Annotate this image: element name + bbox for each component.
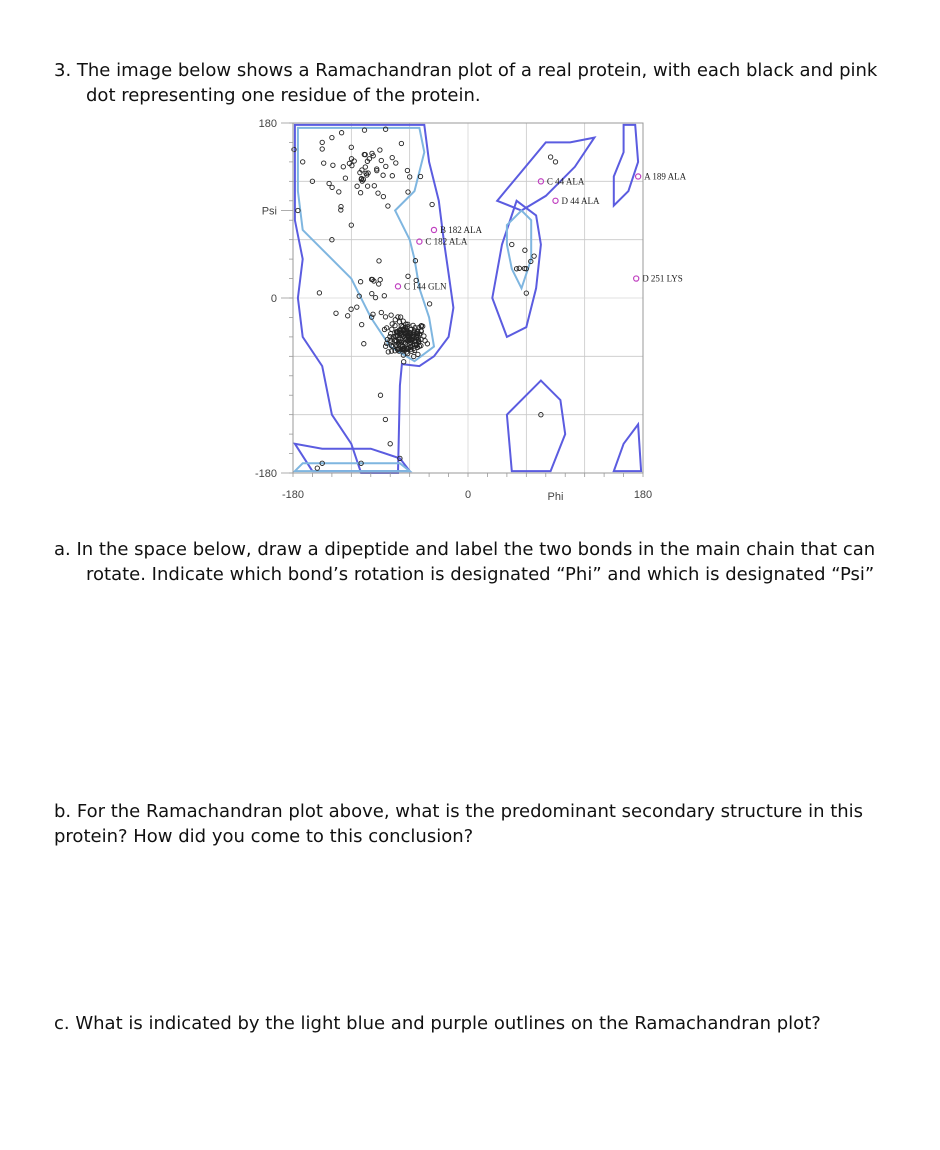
y-axis-label: Psi (261, 205, 277, 218)
residue-point (378, 278, 382, 282)
residue-point (337, 190, 341, 194)
residue-point (365, 184, 369, 188)
residue-point (427, 302, 431, 306)
residue-point (327, 181, 331, 185)
residue-point (320, 147, 324, 151)
outlier-label: C 144 GLN (404, 281, 447, 292)
residue-point (370, 291, 374, 295)
outlier-point (553, 198, 558, 203)
x-axis-label: Phi (547, 491, 564, 503)
residue-point (510, 242, 514, 246)
allowed-region-outline (614, 125, 638, 206)
residue-point (358, 191, 362, 195)
outlier-point (395, 284, 400, 289)
residue-point (377, 259, 381, 263)
residue-point (389, 313, 393, 317)
question-3 (54, 58, 904, 108)
residue-point (346, 314, 350, 318)
x-tick-label: 180 (633, 489, 653, 501)
outlier-label: B 182 ALA (439, 224, 482, 235)
question-c-line-1: c. What is indicated by the light blue and purple outlines on the Ramachandran plot? (54, 1013, 821, 1034)
residue-point (430, 202, 434, 206)
residue-point (381, 194, 385, 198)
y-tick-label: 0 (270, 293, 277, 305)
residue-point (384, 164, 388, 168)
residue-point (383, 417, 387, 421)
plot-points (292, 127, 558, 470)
outlier-point (636, 174, 641, 179)
residue-point (315, 466, 319, 470)
outlier-point (634, 276, 639, 281)
residue-point (386, 204, 390, 208)
residue-point (320, 140, 324, 144)
residue-point (376, 191, 380, 195)
residue-point (334, 311, 338, 315)
residue-point (360, 322, 364, 326)
residue-point (378, 148, 382, 152)
residue-point (553, 160, 557, 164)
question-a-line-2: rotate. Indicate which bond’s rotation is designated “Phi” and which is designated “Psi” (86, 564, 875, 585)
residue-point (394, 161, 398, 165)
question-b-line-1: b. For the Ramachandran plot above, what is the predominant secondary structure in this (54, 801, 864, 822)
allowed-region-outline (507, 381, 565, 472)
residue-point (343, 176, 347, 180)
residue-point (390, 155, 394, 159)
residue-point (388, 442, 392, 446)
ramachandran-plot (240, 110, 720, 510)
residue-point (381, 173, 385, 177)
question-b-line-2: protein? How did you come to this conclusion? (54, 826, 474, 847)
question-3-line-2: dot representing one residue of the protein. (86, 85, 481, 106)
residue-point (548, 155, 552, 159)
residue-point (379, 310, 383, 314)
allowed-region-outline (614, 424, 641, 471)
residue-point (383, 315, 387, 319)
residue-point (372, 184, 376, 188)
outlier-label: A 189 ALA (644, 171, 687, 182)
outlier-label: C 182 ALA (425, 236, 468, 247)
residue-point (405, 168, 409, 172)
residue-point (390, 327, 394, 331)
residue-point (331, 163, 335, 167)
residue-point (301, 160, 305, 164)
residue-point (382, 294, 386, 298)
outlier-label: C 44 ALA (546, 176, 585, 187)
x-tick-label: 0 (464, 489, 472, 501)
residue-point (317, 291, 321, 295)
question-a-line-1: a. In the space below, draw a dipeptide and label the two bonds in the main chain that can (54, 539, 876, 560)
residue-point (425, 342, 429, 346)
question-3-line-1: 3. The image below shows a Ramachandran plot of a real protein, with each black and pink (54, 60, 878, 81)
outlier-label: D 44 ALA (561, 195, 600, 206)
y-tick-label: -180 (254, 468, 277, 480)
residue-point (341, 165, 345, 169)
outlier-label: D 251 LYS (642, 273, 683, 284)
question-a (54, 537, 904, 587)
residue-point (322, 161, 326, 165)
residue-point (330, 185, 334, 189)
residue-point (358, 280, 362, 284)
residue-point (514, 267, 518, 271)
residue-point (330, 135, 334, 139)
residue-point (532, 254, 536, 258)
residue-point (362, 342, 366, 346)
question-b (54, 799, 904, 849)
residue-point (355, 184, 359, 188)
residue-point (393, 318, 397, 322)
residue-point (422, 334, 426, 338)
residue-point (379, 158, 383, 162)
residue-point (396, 315, 400, 319)
x-tick-label: -180 (281, 489, 305, 501)
residue-point (383, 344, 387, 348)
residue-point (389, 332, 393, 336)
allowed-region-outline (492, 201, 541, 337)
allowed-region-outline (295, 444, 410, 471)
residue-point (339, 131, 343, 135)
residue-point (423, 339, 427, 343)
residue-point (399, 141, 403, 145)
residue-point (390, 174, 394, 178)
outlier-point (431, 227, 436, 232)
question-c (54, 1011, 904, 1036)
residue-point (378, 393, 382, 397)
residue-point (355, 305, 359, 309)
y-tick-label: 180 (258, 118, 277, 130)
residue-point (377, 282, 381, 286)
core-region-outline (507, 211, 531, 289)
